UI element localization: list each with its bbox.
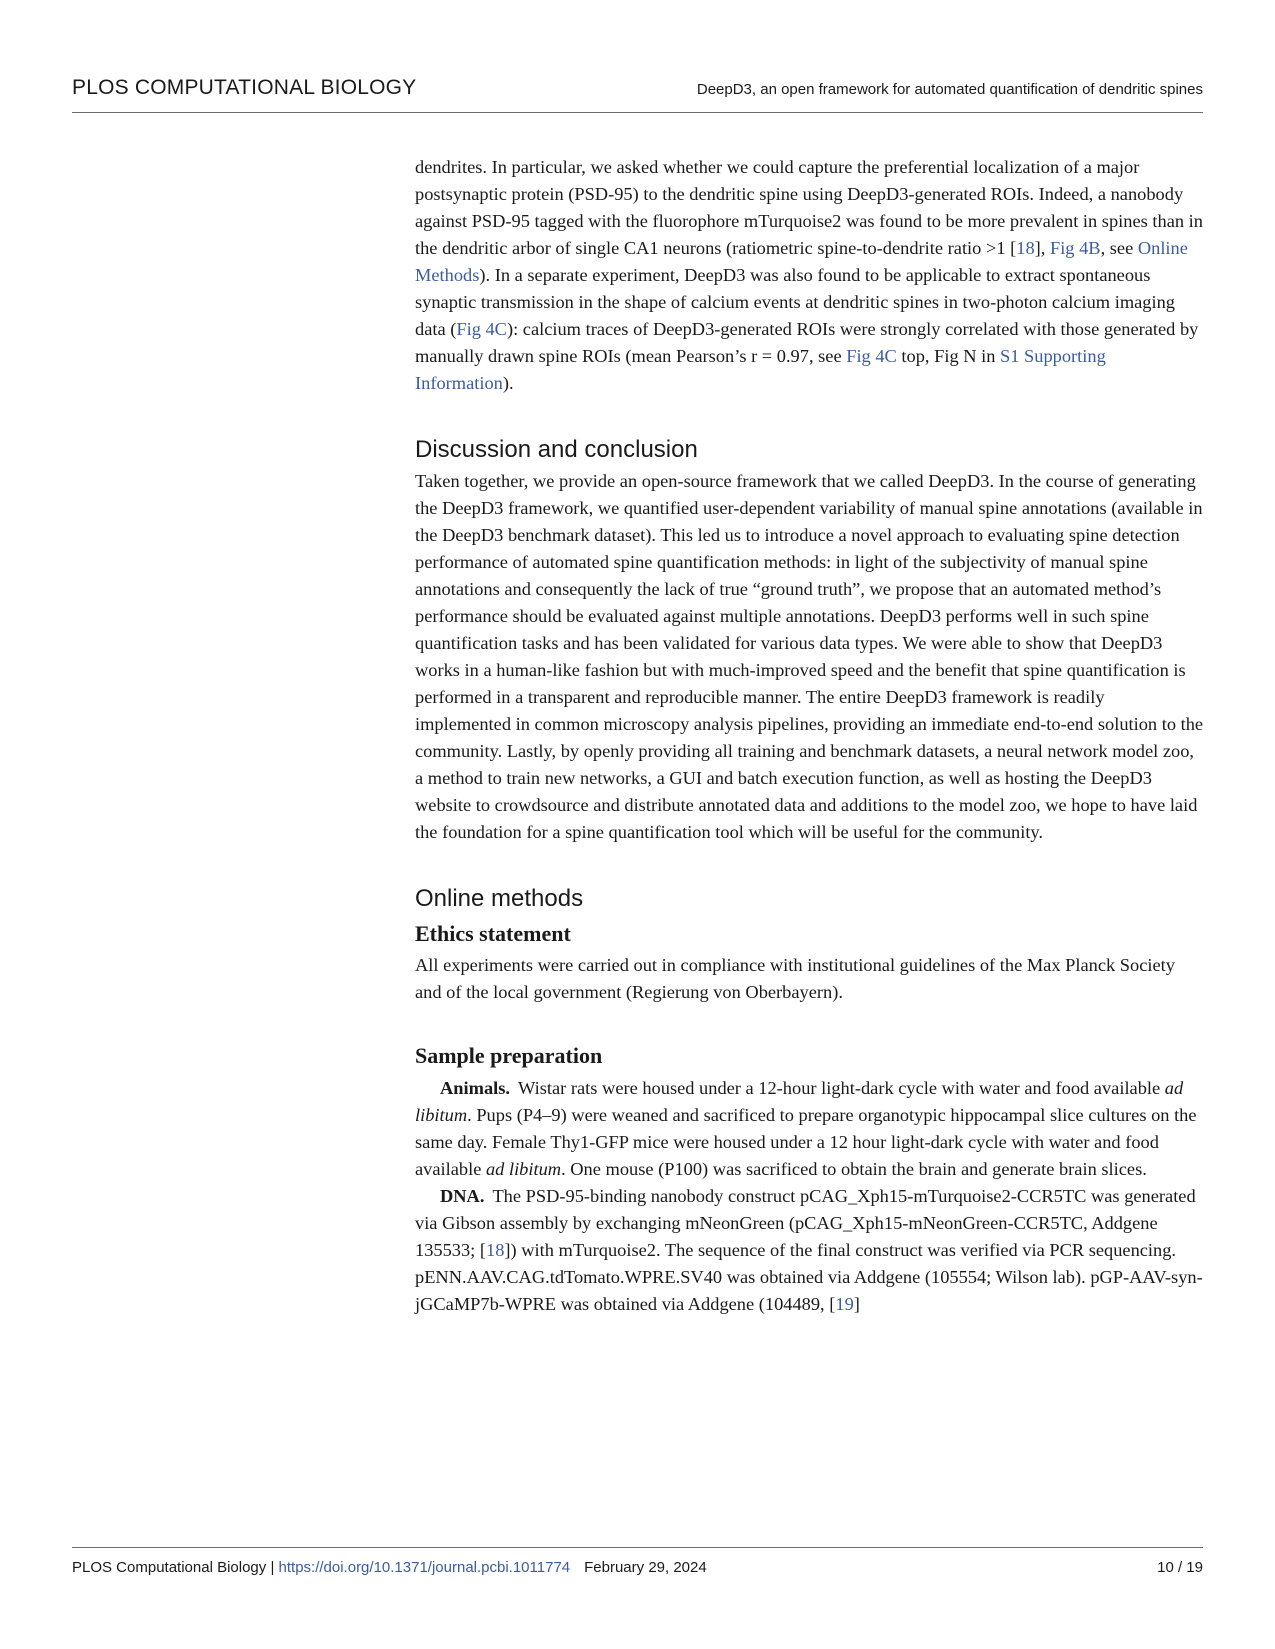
- text-span: top, Fig N in: [896, 346, 1001, 366]
- text-span: The PSD-95-binding nanobody construct pCAG_Xph15-mTurquoise2-CCR5TC was generated via Gibson assembly by exchanging mNeonGreen (pCAG_Xph15-mNeonGreen-CCR5TC, Addgene 135533; [: [415, 1186, 1196, 1260]
- section-heading-discussion: Discussion and conclusion: [415, 436, 698, 463]
- publication-date: February 29, 2024: [584, 1559, 707, 1576]
- figure-link-4b[interactable]: Fig 4B: [1049, 238, 1101, 258]
- running-title: DeepD3, an open framework for automated quantification of dendritic spines: [696, 81, 1203, 98]
- text-span: Wistar rats were housed under a 12-hour light-dark cycle with water and food available: [518, 1078, 1165, 1098]
- text-span: . One mouse (P100) was sacrificed to obtain the brain and generate brain slices.: [561, 1159, 1147, 1179]
- text-span: ],: [1034, 238, 1050, 258]
- subsection-heading-sample-preparation: Sample preparation: [415, 1043, 603, 1068]
- italic-term: ad libitum: [485, 1159, 562, 1179]
- paragraph-results: [415, 154, 1205, 397]
- paragraph-ethics: All experiments were carried out in compliance with institutional guidelines of the Max Planck Society and of the local government (Regierung von Oberbayern).: [415, 955, 1175, 1002]
- figure-link-4c[interactable]: Fig 4C: [456, 319, 507, 339]
- doi-link[interactable]: https://doi.org/10.1371/journal.pcbi.1011774: [278, 1559, 571, 1576]
- online-methods-link[interactable]: Online Methods: [415, 238, 1188, 285]
- reference-link-18[interactable]: 18: [1016, 238, 1035, 258]
- supporting-information-link[interactable]: S1 Supporting Information: [415, 346, 1106, 393]
- text-span: ): calcium traces of DeepD3-generated ROIs were strongly correlated with those generated by manually drawn spine ROIs (mean Pearson’s r = 0.97, see: [415, 319, 1199, 366]
- text-span: ]) with mTurquoise2. The sequence of the final construct was verified via PCR sequencing. pENN.AAV.CAG.tdTomato.WPRE.SV40 was obtained via Addgene (105554; Wilson lab). pGP-AAV-syn-jGCaMP7b-WPRE was obtained via Addgene (104489, [: [415, 1240, 1203, 1314]
- subsection-heading-ethics: Ethics statement: [415, 921, 571, 946]
- page-header: [72, 72, 1203, 113]
- paragraph-animals: [415, 1075, 1205, 1183]
- text-span: dendrites. In particular, we asked whether we could capture the preferential localization of a major postsynaptic protein (PSD-95) to the dendritic spine using DeepD3-generated ROIs. Indeed, a nanobody against PSD-95 tagged with the fluorophore mTurquoise2 was found to be more prevalent in spines than in the dendritic arbor of single CA1 neurons (ratiometric spine-to-dendrite ratio >1 [: [415, 157, 1203, 258]
- section-heading-online-methods: Online methods: [415, 885, 584, 912]
- paragraph-discussion: Taken together, we provide an open-source framework that we called DeepD3. In the course of generating the DeepD3 framework, we quantified user-dependent variability of manual spine annotations (available in the DeepD3 benchmark dataset). This led us to introduce a novel approach to evaluating spine detection performance of automated spine quantification methods: in light of the subjectivity of manual spine annotations and consequently the lack of true “ground truth”, we propose that an automated method’s performance should be evaluated against multiple annotations. DeepD3 performs well in such spine quantification tasks and has been validated for various data types. We were able to show that DeepD3 works in a human-like fashion but with much-improved speed and the benefit that spine quantification is performed in a transparent and reproducible manner. The entire DeepD3 framework is readily implemented in common microscopy analysis pipelines, providing an immediate end-to-end solution to the community. Lastly, by openly providing all training and benchmark datasets, a neural network model zoo, a method to train new networks, a GUI and batch execution function, as well as hosting the DeepD3 website to crowdsource and distribute annotated data and additions to the model zoo, we hope to have laid the foundation for a spine quantification tool which will be useful for the community.: [415, 471, 1204, 842]
- text-span: ). In a separate experiment, DeepD3 was also found to be applicable to extract spontaneous synaptic transmission in the shape of calcium events at dendritic spines in two-photon calcium imaging data (: [415, 265, 1175, 339]
- text-span: . Pups (P4–9) were weaned and sacrificed to prepare organotypic hippocampal slice cultures on the same day. Female Thy1-GFP mice were housed under a 12 hour light-dark cycle with water and food available: [415, 1105, 1197, 1179]
- reference-link-19[interactable]: 19: [835, 1294, 854, 1314]
- reference-link-18[interactable]: 18: [486, 1240, 505, 1260]
- italic-term: ad libitum: [415, 1078, 1184, 1125]
- figure-link-4c[interactable]: Fig 4C: [846, 346, 897, 366]
- runin-heading-dna: DNA.: [440, 1186, 485, 1206]
- text-span: , see: [1100, 238, 1138, 258]
- article-body: [415, 154, 1205, 1318]
- footer-journal: PLOS Computational Biology |: [72, 1559, 279, 1576]
- journal-name: PLOS COMPUTATIONAL BIOLOGY: [72, 76, 417, 99]
- text-span: ]: [853, 1294, 860, 1314]
- text-span: ).: [502, 373, 514, 393]
- page-number: 10 / 19: [1157, 1559, 1203, 1576]
- runin-heading-animals: Animals.: [440, 1078, 510, 1098]
- paragraph-dna: [415, 1183, 1205, 1318]
- page-footer: [72, 1547, 1203, 1576]
